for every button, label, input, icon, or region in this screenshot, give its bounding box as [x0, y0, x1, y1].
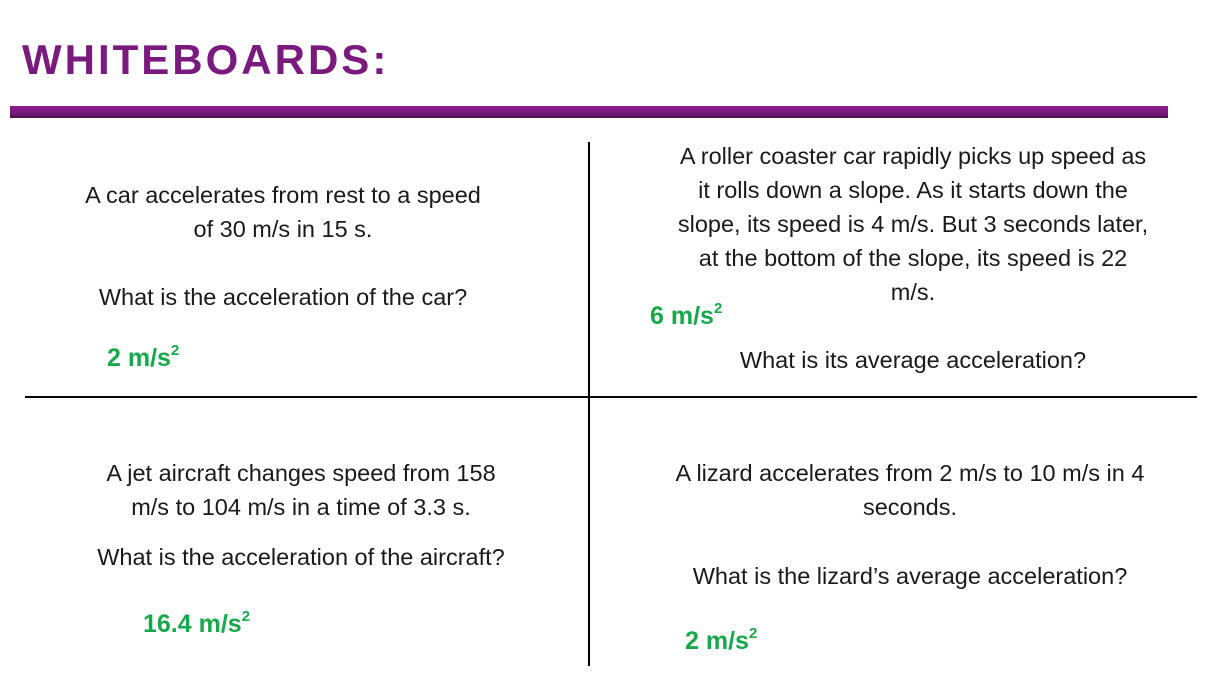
problem-3-line-2: m/s to 104 m/s in a time of 3.3 s. — [131, 494, 471, 520]
problem-1-question: What is the acceleration of the car? — [98, 284, 468, 310]
problem-4-line-2: seconds. — [862, 494, 958, 520]
problem-4-answer-exponent: 2 — [748, 625, 758, 642]
problem-1-answer-value: 2 m/s — [107, 344, 171, 372]
problem-1-answer-exponent: 2 — [170, 342, 180, 359]
problem-1-line-2: of 30 m/s in 15 s. — [193, 216, 373, 242]
problem-1-line-1: A car accelerates from rest to a speed — [85, 182, 481, 208]
problem-2-answer — [650, 302, 722, 331]
horizontal-divider — [25, 396, 1197, 398]
problem-3-statement — [40, 456, 562, 524]
problem-4-statement — [640, 456, 1180, 524]
problem-3-answer — [143, 610, 250, 639]
page-title: WHITEBOARDS: — [22, 36, 390, 83]
title-underline-bar — [10, 106, 1168, 118]
problem-1-statement — [40, 178, 526, 246]
problem-2-line-1: A roller coaster car rapidly picks up speed as — [679, 143, 1147, 169]
problem-4-question: What is the lizard’s average acceleration? — [692, 563, 1128, 589]
problem-2-answer-value: 6 m/s — [650, 302, 714, 330]
problem-3-answer-exponent: 2 — [241, 608, 251, 625]
problem-2-line-5: m/s. — [890, 279, 936, 305]
problem-2-statement — [640, 139, 1186, 309]
problem-2-line-2: it rolls down a slope. As it starts down the — [698, 177, 1128, 203]
problem-1-answer — [107, 344, 179, 373]
problem-4-answer — [685, 627, 757, 656]
problem-3-question: What is the acceleration of the aircraft? — [97, 544, 505, 570]
problem-2-answer-exponent: 2 — [713, 300, 723, 317]
problem-4-line-1: A lizard accelerates from 2 m/s to 10 m/s in 4 — [675, 460, 1145, 486]
problem-2-line-3: slope, its speed is 4 m/s. But 3 seconds later, — [677, 211, 1149, 237]
problem-3-answer-value: 16.4 m/s — [143, 610, 242, 638]
problem-2-question: What is its average acceleration? — [739, 347, 1087, 373]
problem-4-answer-value: 2 m/s — [685, 627, 749, 655]
problem-2-line-4: at the bottom of the slope, its speed is 22 — [698, 245, 1128, 271]
vertical-divider — [588, 142, 590, 666]
problem-3-line-1: A jet aircraft changes speed from 158 — [106, 460, 496, 486]
